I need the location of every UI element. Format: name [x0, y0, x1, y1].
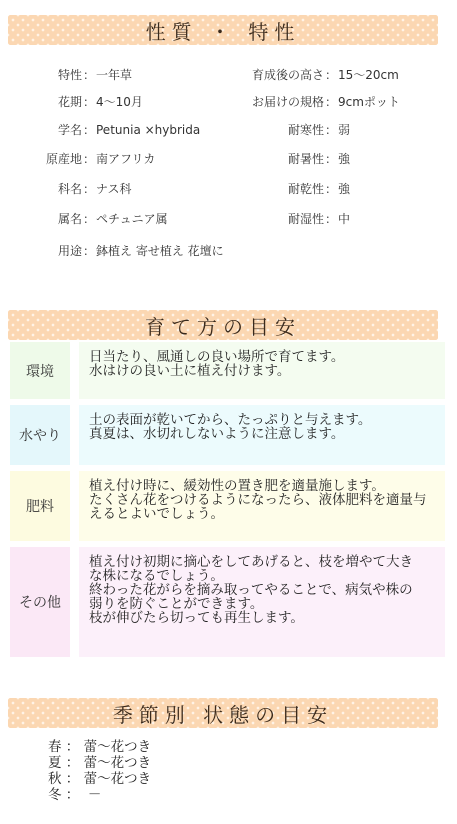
- spec-label: お届けの規格: [251, 95, 324, 109]
- spec-label: 用途: [57, 244, 82, 258]
- care-label: 水やり: [10, 405, 70, 465]
- spec-row-genus: 属名：ペチュニア属: [30, 210, 168, 227]
- care-line: 水はけの良い土に植え付けます。: [89, 363, 291, 379]
- season-state: 蕾～花つき: [83, 771, 152, 787]
- season-row-winter: 冬 ： －: [48, 787, 102, 803]
- spec-row-usage: 用途：鉢植え 寄せ植え 花壇に: [30, 242, 224, 259]
- care-row-environment: [10, 342, 445, 399]
- spec-value: Petunia ×hybrida: [96, 123, 201, 137]
- spec-row-scientific: 学名：Petunia ×hybrida: [30, 121, 200, 138]
- care-label: その他: [10, 547, 70, 657]
- care-label: 環境: [10, 342, 70, 399]
- spec-value: 15～20cm: [338, 68, 399, 82]
- season-name: 秋: [48, 771, 62, 787]
- season-banner: [8, 698, 438, 728]
- spec-label: 科名: [57, 182, 82, 196]
- spec-value: ペチュニア属: [96, 212, 168, 226]
- season-state: 蕾～花つき: [83, 755, 152, 771]
- spec-label: 耐暑性: [287, 152, 324, 166]
- spec-row-family: 科名：ナス科: [30, 180, 132, 197]
- care-line: な株になるでしょう。: [89, 568, 224, 584]
- care-row-fertilizer: [10, 471, 445, 541]
- spec-label: 育成後の高さ: [251, 68, 324, 82]
- season-row-summer: 夏 ： 蕾～花つき: [48, 755, 152, 771]
- care-line: 植え付け初期に摘心をしてあげると、枝を増やて大き: [89, 554, 413, 570]
- properties-banner: [8, 15, 438, 45]
- season-row-spring: 春 ： 蕾～花つき: [48, 739, 152, 755]
- spec-row-heat: 耐暑性：強: [236, 150, 350, 167]
- spec-row-height: 育成後の高さ：15～20cm: [236, 66, 399, 83]
- care-title: 育て方の目安: [145, 314, 301, 339]
- spec-label: 耐乾性: [287, 182, 324, 196]
- spec-label: 特性: [57, 68, 82, 82]
- care-line: 植え付け時に、緩効性の置き肥を適量施します。: [89, 478, 385, 494]
- spec-label: 原産地: [45, 152, 82, 166]
- spec-value: 強: [338, 182, 351, 196]
- season-name: 夏: [48, 755, 62, 771]
- spec-row-type: 特性：一年草: [30, 66, 132, 83]
- spec-label: 学名: [57, 123, 82, 137]
- season-row-autumn: 秋 ： 蕾～花つき: [48, 771, 152, 787]
- care-row-watering: [10, 405, 445, 465]
- care-line: 終わった花がらを摘み取ってやることで、病気や株の: [89, 582, 413, 598]
- care-row-other: [10, 547, 445, 657]
- spec-row-bloom: 花期：4～10月: [30, 93, 143, 110]
- care-banner: [8, 310, 438, 340]
- season-state: 蕾～花つき: [83, 739, 152, 755]
- spec-value: 鉢植え 寄せ植え 花壇に: [96, 244, 224, 258]
- spec-row-drought: 耐乾性：強: [236, 180, 350, 197]
- care-line: 日当たり、風通しの良い場所で育てます。: [89, 349, 345, 365]
- care-line: えるとよいでしょう。: [89, 506, 224, 522]
- spec-value: 南アフリカ: [96, 152, 156, 166]
- care-text: [79, 342, 445, 399]
- spec-row-origin: 原産地：南アフリカ: [30, 150, 155, 167]
- spec-label: 属名: [57, 212, 82, 226]
- spec-value: 弱: [338, 123, 351, 137]
- properties-title: 性質 ・ 特性: [145, 19, 301, 44]
- spec-value: ナス科: [96, 182, 132, 196]
- spec-value: 中: [338, 212, 351, 226]
- care-line: たくさん花をつけるようになったら、液体肥料を適量与: [89, 492, 427, 508]
- care-text: [79, 471, 445, 541]
- spec-row-cold: 耐寒性：弱: [236, 121, 350, 138]
- care-line: 土の表面が乾いてから、たっぷりと与えます。: [89, 412, 372, 428]
- spec-value: 9cmポット: [338, 95, 400, 109]
- care-label: 肥料: [10, 471, 70, 541]
- care-line: 枝が伸びたら切っても再生します。: [89, 610, 304, 626]
- spec-row-size: お届けの規格：9cmポット: [236, 93, 400, 110]
- spec-row-humidity: 耐湿性：中: [236, 210, 350, 227]
- care-text: [79, 547, 445, 657]
- season-name: 冬: [48, 787, 62, 803]
- season-name: 春: [48, 739, 62, 755]
- season-title: 季節別 状態の目安: [112, 702, 334, 727]
- spec-value: 一年草: [96, 68, 133, 82]
- care-text: [79, 405, 445, 465]
- care-line: 真夏は、水切れしないように注意します。: [89, 426, 345, 442]
- season-state: －: [87, 787, 102, 803]
- spec-label: 耐湿性: [287, 212, 324, 226]
- spec-label: 耐寒性: [287, 123, 324, 137]
- spec-label: 花期: [57, 95, 82, 109]
- care-line: 弱りを防ぐことができます。: [89, 596, 264, 612]
- spec-value: 4～10月: [96, 95, 143, 109]
- spec-value: 強: [338, 152, 351, 166]
